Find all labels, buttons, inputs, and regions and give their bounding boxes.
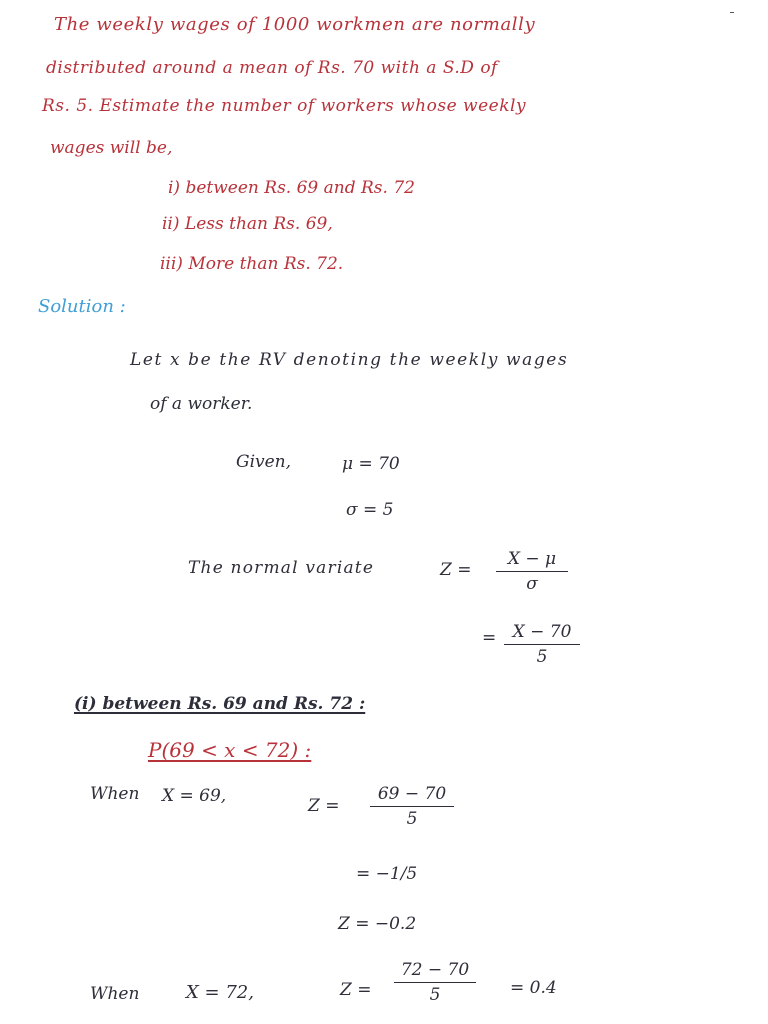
z-formula-numerator: X − μ xyxy=(507,549,557,569)
minus-one-fifth: = −1/5 xyxy=(356,864,418,884)
z-equals-1: Z = xyxy=(440,560,472,580)
fraction-bar xyxy=(496,571,568,572)
x-equals-69: X = 69, xyxy=(162,786,227,806)
x-equals-72: X = 72, xyxy=(186,982,254,1003)
z-72-denominator: 5 xyxy=(429,985,441,1005)
problem-line-1: The weekly wages of 1000 workmen are normally xyxy=(54,14,536,35)
z-72-fraction xyxy=(394,960,476,1005)
let-line-1: Let x be the RV denoting the weekly wages xyxy=(130,350,569,370)
mean-value: μ = 70 xyxy=(342,454,400,474)
z-72-numerator: 72 − 70 xyxy=(400,960,470,980)
problem-line-3: Rs. 5. Estimate the number of workers whose weekly xyxy=(42,96,527,116)
z-substituted-numerator: X − 70 xyxy=(512,622,572,642)
z-substituted-fraction xyxy=(504,622,580,667)
part-1-probability: P(69 < x < 72) : xyxy=(148,738,312,762)
z-69-numerator: 69 − 70 xyxy=(377,784,447,804)
problem-line-2: distributed around a mean of Rs. 70 with a S.D of xyxy=(46,58,498,78)
fraction-bar xyxy=(504,644,580,645)
when-label-1: When xyxy=(90,784,140,804)
z-value-0-4: = 0.4 xyxy=(510,978,557,998)
sd-value: σ = 5 xyxy=(346,500,394,520)
problem-line-4: wages will be, xyxy=(50,138,173,158)
given-label: Given, xyxy=(236,452,292,472)
z-substituted-denominator: 5 xyxy=(536,647,548,667)
when-label-2: When xyxy=(90,984,140,1004)
solution-heading: Solution : xyxy=(38,296,126,317)
let-line-2: of a worker. xyxy=(150,394,253,414)
z-69-denominator: 5 xyxy=(406,809,418,829)
z-69-fraction xyxy=(370,784,454,829)
z-value-neg-0-2: Z = −0.2 xyxy=(338,914,417,934)
z-equals-3: Z = xyxy=(340,980,372,1000)
stray-mark xyxy=(730,12,734,13)
part-1-heading: (i) between Rs. 69 and Rs. 72 : xyxy=(74,694,366,714)
problem-item-2: ii) Less than Rs. 69, xyxy=(162,214,333,234)
z-equals-2: Z = xyxy=(308,796,340,816)
equals-2: = xyxy=(482,628,497,648)
problem-item-1: i) between Rs. 69 and Rs. 72 xyxy=(168,178,415,198)
z-formula-fraction xyxy=(496,549,568,594)
fraction-bar xyxy=(370,806,454,807)
z-formula-denominator: σ xyxy=(526,574,538,594)
normal-variate-label: The normal variate xyxy=(188,558,375,578)
problem-item-3: iii) More than Rs. 72. xyxy=(160,254,344,274)
fraction-bar xyxy=(394,982,476,983)
